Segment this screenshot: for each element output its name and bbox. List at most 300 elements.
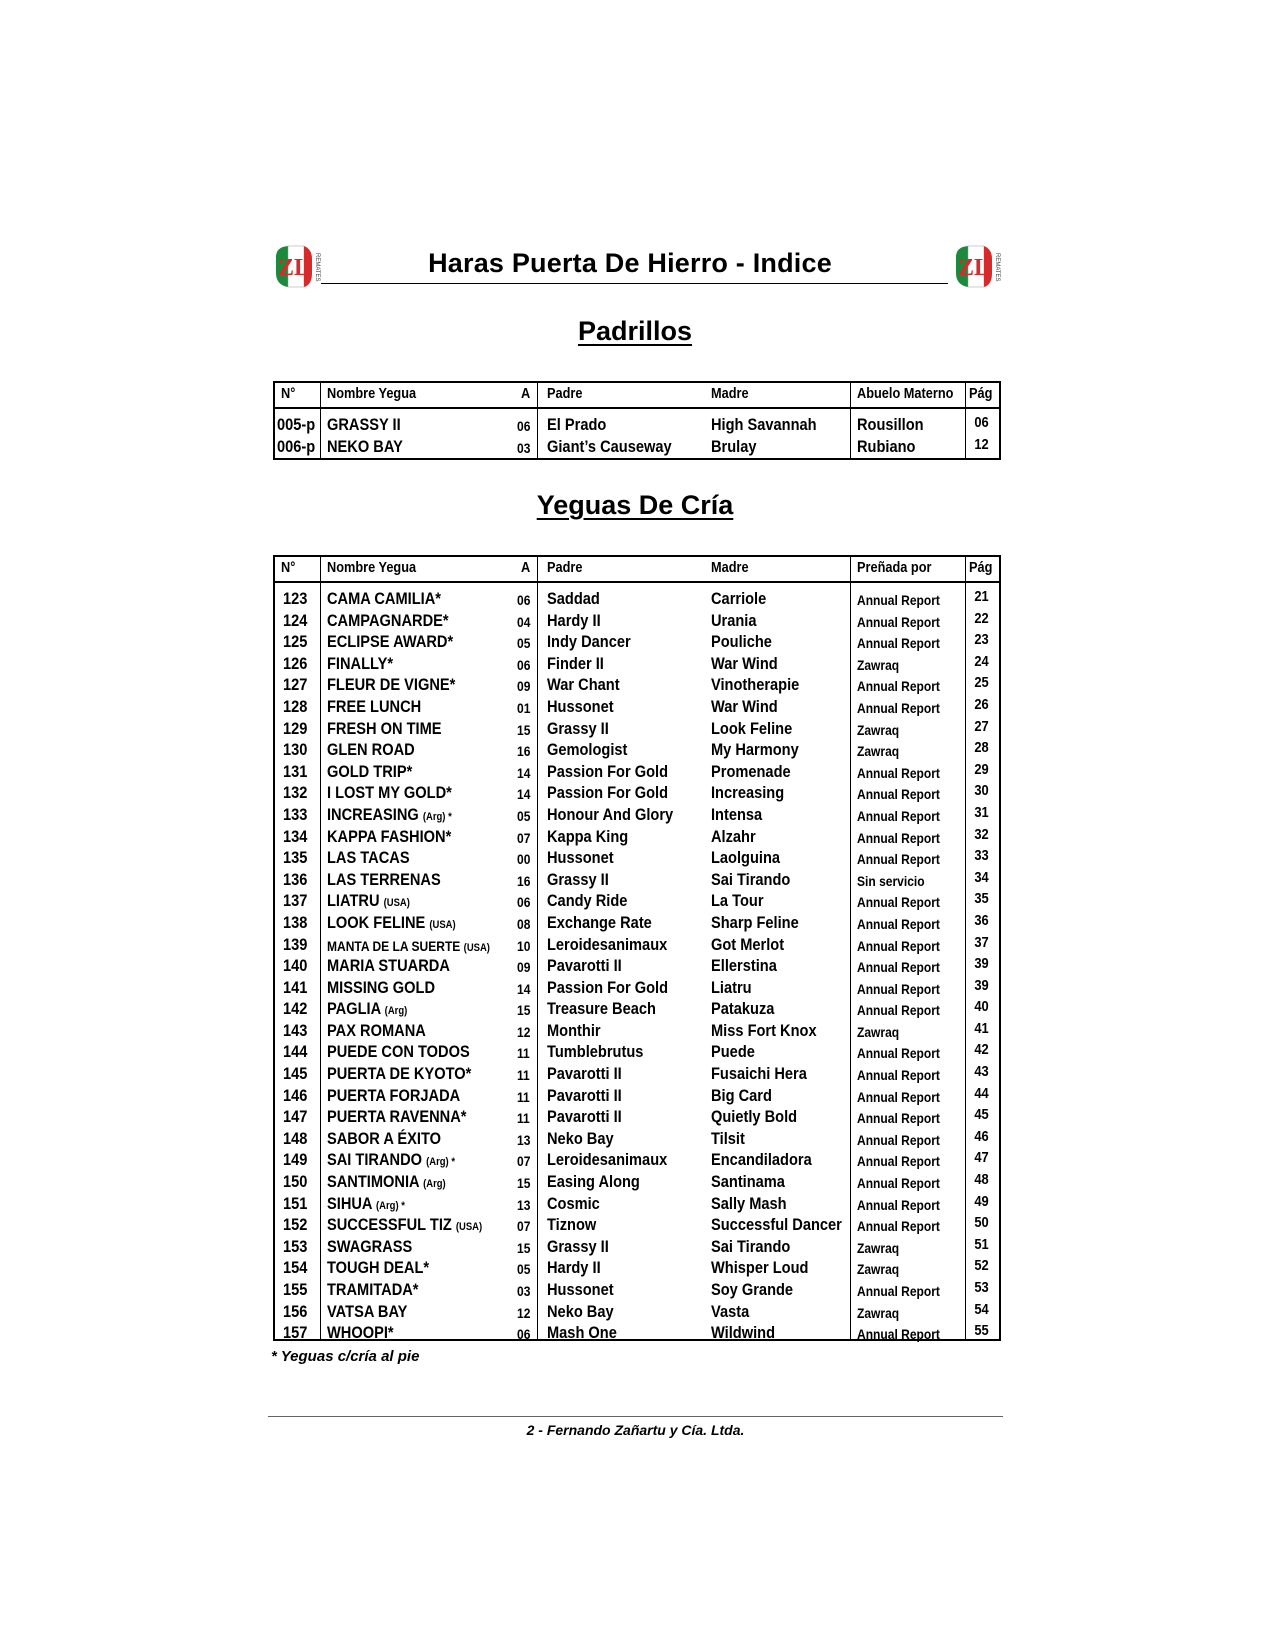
column-header: Padre [547, 386, 583, 402]
covered-by-cell: Annual Report [857, 937, 940, 954]
covered-by-cell: Zawraq [857, 1304, 900, 1321]
column-divider [850, 557, 851, 1339]
table-row [275, 1148, 999, 1170]
sire-cell: Easing Along [547, 1172, 640, 1192]
table-row [275, 630, 999, 652]
sire-cell: Honour And Glory [547, 804, 674, 824]
sire-cell: Hussonet [547, 1280, 614, 1299]
dam-cell: Puede [711, 1042, 755, 1062]
dam-cell: Increasing [711, 783, 785, 803]
column-header: Pág [969, 560, 993, 576]
table-row [275, 868, 999, 890]
column-divider [965, 383, 966, 458]
dam-cell: High Savannah [711, 415, 817, 434]
horse-name-text: PUEDE CON TODOS [327, 1042, 470, 1062]
horse-name [327, 891, 410, 911]
sire-cell: Indy Dancer [547, 632, 631, 652]
column-header: Nombre Yegua [327, 386, 417, 402]
horse-name-text: TOUGH DEAL* [327, 1258, 430, 1278]
year-cell: 16 [517, 872, 531, 889]
page-number: 37 [974, 933, 989, 951]
horse-name [327, 1302, 407, 1322]
covered-by-cell: Annual Report [857, 786, 940, 803]
page-number: 54 [974, 1300, 989, 1318]
horse-name-text: GOLD TRIP* [327, 761, 413, 781]
footer-rule [268, 1416, 1003, 1417]
table-row [275, 1256, 999, 1278]
page-number: 39 [974, 955, 989, 973]
page-number: 47 [974, 1149, 989, 1167]
year-cell: 11 [517, 1045, 530, 1062]
row-number: 006-p [277, 436, 316, 456]
dam-cell: Quietly Bold [711, 1107, 798, 1127]
page-number: 28 [974, 739, 989, 757]
page-number: 53 [974, 1279, 989, 1296]
page-number: 51 [974, 1235, 989, 1253]
page-number: 27 [974, 717, 989, 735]
year-cell: 09 [517, 959, 531, 976]
horse-name-text: PUERTA DE KYOTO* [327, 1064, 472, 1084]
table-row [275, 889, 999, 911]
sire-cell: Leroidesanimaux [547, 934, 668, 954]
covered-by-cell: Annual Report [857, 894, 940, 911]
horse-name-text: FREE LUNCH [327, 696, 422, 716]
horse-name-text: CAMA CAMILIA* [327, 589, 441, 608]
covered-by-cell: Annual Report [857, 1067, 940, 1084]
sire-cell: Grassy II [547, 1236, 609, 1256]
row-number: 130 [283, 740, 308, 760]
page-number: 29 [974, 760, 989, 778]
page-footer: 2 - Fernando Zañartu y Cía. Ltda. [526, 1422, 745, 1438]
covered-by-cell: Annual Report [857, 678, 940, 695]
horse-name [327, 1194, 405, 1214]
covered-by-cell: Annual Report [857, 959, 940, 976]
page-number: 48 [974, 1171, 989, 1189]
row-number: 127 [283, 675, 308, 695]
covered-by-cell: Annual Report [857, 829, 940, 846]
year-cell: 14 [517, 786, 531, 803]
horse-name [327, 719, 442, 739]
page-number: 06 [974, 414, 989, 431]
horse-name [327, 848, 410, 868]
horse-name [327, 978, 435, 998]
table-row [275, 954, 999, 976]
year-cell: 14 [517, 764, 531, 781]
header-rule [321, 283, 948, 284]
year-cell: 10 [517, 937, 531, 954]
year-cell: 11 [517, 1067, 530, 1084]
year-cell: 07 [517, 1218, 531, 1235]
table-row [275, 738, 999, 760]
page-number: 22 [974, 609, 989, 627]
horse-name-text: ECLIPSE AWARD* [327, 632, 454, 652]
covered-by-cell: Annual Report [857, 1175, 940, 1192]
year-cell: 05 [517, 807, 531, 824]
sire-cell: Passion For Gold [547, 977, 669, 997]
row-number: 155 [283, 1280, 308, 1299]
year-cell: 07 [517, 1153, 531, 1170]
sire-cell: Grassy II [547, 718, 609, 738]
horse-name [327, 589, 441, 609]
year-cell: 03 [517, 1283, 531, 1299]
padrillos-title: Padrillos [577, 316, 693, 346]
yeguas-title: Yeguas De Cría [536, 490, 734, 520]
yeguas-table [273, 555, 1001, 1341]
covered-by-cell: Annual Report [857, 1131, 940, 1148]
covered-by-cell: Zawraq [857, 721, 900, 738]
year-cell: 06 [517, 418, 531, 434]
dam-cell: Carriole [711, 589, 767, 608]
column-header: A [521, 386, 531, 402]
sire-cell: Tiznow [547, 1215, 597, 1235]
sire-cell: Finder II [547, 653, 604, 673]
dam-cell: Sharp Feline [711, 912, 799, 932]
dam-cell: Got Merlot [711, 934, 785, 954]
covered-by-cell: Annual Report [857, 764, 940, 781]
page-number: 52 [974, 1257, 989, 1275]
table-row [275, 673, 999, 695]
table-row [275, 1192, 999, 1214]
dam-cell: Look Feline [711, 718, 793, 738]
row-number: 142 [283, 999, 308, 1019]
table-row [275, 1040, 999, 1062]
table-row [275, 911, 999, 933]
sire-cell: Kappa King [547, 826, 629, 846]
origin-suffix: (Arg) * [376, 1199, 405, 1212]
table-row [275, 1127, 999, 1149]
table-row [275, 846, 999, 868]
sire-cell: Neko Bay [547, 1301, 614, 1321]
dam-cell: Alzahr [711, 826, 756, 846]
page-number: 43 [974, 1063, 989, 1081]
origin-suffix: (USA) [429, 918, 456, 931]
column-header: Preñada por [857, 560, 932, 576]
table-row [275, 1084, 999, 1106]
covered-by-cell: Zawraq [857, 1239, 900, 1256]
horse-name [327, 1172, 446, 1192]
table-row [275, 609, 999, 631]
sire-cell: Exchange Rate [547, 912, 652, 932]
year-cell: 12 [517, 1304, 531, 1321]
table-row [275, 435, 999, 457]
row-number: 139 [283, 934, 308, 954]
covered-by-cell: Annual Report [857, 915, 940, 932]
horse-name [327, 654, 393, 674]
dam-cell: Tilsit [711, 1128, 745, 1148]
dam-cell: Patakuza [711, 999, 775, 1019]
sire-cell: Hardy II [547, 1258, 601, 1278]
origin-suffix: (USA) [463, 941, 490, 954]
year-cell: 08 [517, 915, 531, 932]
covered-by-cell: Annual Report [857, 1153, 940, 1170]
horse-name-text: MISSING GOLD [327, 977, 436, 997]
horse-name-text: GLEN ROAD [327, 740, 415, 760]
column-header: Pág [969, 386, 993, 402]
logo-letters: ZL [277, 255, 311, 281]
row-number: 124 [283, 610, 308, 630]
horse-name [327, 999, 407, 1019]
horse-name [327, 783, 452, 803]
table-row [275, 717, 999, 739]
sire-cell: Mash One [547, 1323, 617, 1343]
page-number: 34 [974, 868, 989, 886]
horse-name-text: CAMPAGNARDE* [327, 610, 449, 630]
table-row [275, 695, 999, 717]
dam-cell: Fusaichi Hera [711, 1064, 807, 1084]
sire-cell: Pavarotti II [547, 956, 622, 976]
horse-name-text: PAX ROMANA [327, 1020, 426, 1040]
dam-cell: Brulay [711, 436, 757, 456]
page-number: 44 [974, 1084, 989, 1102]
page-number: 42 [974, 1041, 989, 1059]
horse-name-text: LIATRU [327, 891, 380, 911]
table-row [275, 1105, 999, 1127]
page-number: 41 [974, 1019, 989, 1037]
row-number: 157 [283, 1323, 308, 1343]
table-row [275, 1170, 999, 1192]
row-number: 150 [283, 1172, 308, 1192]
horse-name [327, 1064, 471, 1084]
dam-cell: Promenade [711, 761, 791, 781]
page-number: 45 [974, 1106, 989, 1124]
dam-cell: Miss Fort Knox [711, 1020, 817, 1040]
page-number: 30 [974, 782, 989, 800]
row-number: 153 [283, 1236, 308, 1256]
dam-cell: Wildwind [711, 1323, 776, 1343]
horse-name-text: TRAMITADA* [327, 1280, 419, 1299]
row-number: 154 [283, 1258, 308, 1278]
horse-name [327, 1215, 482, 1235]
table-row [275, 1235, 999, 1257]
row-number: 136 [283, 869, 308, 889]
page-number: 49 [974, 1192, 989, 1210]
origin-suffix: (Arg) [423, 1178, 446, 1191]
row-number: 156 [283, 1301, 308, 1321]
covered-by-cell: Annual Report [857, 1283, 940, 1299]
horse-name-text: GRASSY II [327, 415, 401, 434]
table-row [275, 781, 999, 803]
dam-cell: War Wind [711, 653, 778, 673]
page-number: 46 [974, 1127, 989, 1145]
page-title: Haras Puerta De Hierro - Indice [428, 248, 832, 278]
horse-name-text: FLEUR DE VIGNE* [327, 675, 456, 695]
row-number: 151 [283, 1193, 308, 1213]
row-number: 131 [283, 761, 308, 781]
table-row [275, 413, 999, 435]
column-divider [537, 557, 538, 1339]
horse-name [327, 1042, 470, 1062]
covered-by-cell: Annual Report [857, 592, 940, 608]
covered-by-cell: Zawraq [857, 1023, 900, 1040]
sire-cell: Pavarotti II [547, 1085, 622, 1105]
row-number: 141 [283, 977, 308, 997]
horse-name-text: LOOK FELINE [327, 912, 426, 932]
row-number: 144 [283, 1042, 308, 1062]
table-header [275, 557, 999, 583]
year-cell: 06 [517, 1326, 531, 1343]
table-row [275, 652, 999, 674]
covered-by-cell: Zawraq [857, 1261, 900, 1278]
row-number: 128 [283, 696, 308, 716]
year-cell: 06 [517, 592, 531, 608]
covered-by-cell: Annual Report [857, 1088, 940, 1105]
row-number: 147 [283, 1107, 308, 1127]
year-cell: 11 [517, 1110, 530, 1127]
sire-cell: Candy Ride [547, 891, 628, 911]
year-cell: 16 [517, 743, 531, 760]
horse-name [327, 1323, 394, 1343]
covered-by-cell: Annual Report [857, 1110, 940, 1127]
maternal-grandsire-cell: Rubiano [857, 436, 916, 456]
year-cell: 00 [517, 851, 531, 868]
row-number: 123 [283, 589, 308, 608]
sire-cell: Leroidesanimaux [547, 1150, 668, 1170]
table-row [275, 1019, 999, 1041]
horse-name-text: MARIA STUARDA [327, 956, 450, 976]
horse-name-text: SUCCESSFUL TIZ [327, 1215, 452, 1235]
horse-name-text: SWAGRASS [327, 1236, 413, 1256]
covered-by-cell: Annual Report [857, 635, 940, 652]
covered-by-cell: Zawraq [857, 743, 900, 760]
horse-name [327, 827, 451, 847]
page-number: 55 [974, 1322, 989, 1340]
covered-by-cell: Annual Report [857, 1326, 940, 1343]
covered-by-cell: Annual Report [857, 980, 940, 997]
dam-cell: Ellerstina [711, 956, 777, 976]
dam-cell: Sai Tirando [711, 1236, 791, 1256]
table-body [275, 409, 999, 456]
page-number: 39 [974, 976, 989, 994]
table-body [275, 583, 999, 1343]
table-row [275, 933, 999, 955]
page-number: 23 [974, 631, 989, 649]
footnote: * Yeguas c/cría al pie [271, 1348, 420, 1365]
covered-by-cell: Annual Report [857, 1196, 940, 1213]
sire-cell: Saddad [547, 589, 600, 608]
logo-side-text: REMATES [314, 253, 320, 282]
maternal-grandsire-cell: Rousillon [857, 415, 924, 434]
table-row [275, 1278, 999, 1300]
column-header: N° [281, 560, 296, 576]
row-number: 152 [283, 1215, 308, 1235]
horse-name-text: SANTIMONIA [327, 1172, 420, 1192]
horse-name [327, 913, 456, 933]
table-row [275, 1321, 999, 1343]
origin-suffix: (USA) [383, 897, 410, 910]
sire-cell: Monthir [547, 1020, 601, 1040]
sire-cell: Treasure Beach [547, 999, 656, 1019]
horse-name-text: LAS TACAS [327, 848, 410, 868]
row-number: 149 [283, 1150, 308, 1170]
horse-name-text: FINALLY* [327, 653, 394, 673]
year-cell: 12 [517, 1023, 531, 1040]
horse-name [327, 1086, 460, 1106]
dam-cell: Intensa [711, 804, 763, 824]
logo-letters: ZL [957, 255, 991, 281]
sire-cell: Hardy II [547, 610, 601, 630]
dam-cell: Sally Mash [711, 1193, 787, 1213]
page-number: 32 [974, 825, 989, 843]
dam-cell: La Tour [711, 891, 764, 911]
dam-cell: Liatru [711, 977, 752, 997]
column-header: N° [281, 386, 296, 402]
row-number: 126 [283, 653, 308, 673]
page-number: 21 [974, 588, 989, 605]
year-cell: 15 [517, 1239, 531, 1256]
year-cell: 15 [517, 1175, 531, 1192]
horse-name [327, 740, 415, 760]
covered-by-cell: Annual Report [857, 1045, 940, 1062]
horse-name [327, 805, 452, 825]
sire-cell: Neko Bay [547, 1128, 614, 1148]
column-divider [320, 383, 321, 458]
dam-cell: Successful Dancer [711, 1215, 842, 1235]
column-divider [320, 557, 321, 1339]
row-number: 005-p [277, 415, 316, 434]
table-row [275, 1062, 999, 1084]
row-number: 134 [283, 826, 308, 846]
sire-cell: Hussonet [547, 696, 614, 716]
sire-cell: Passion For Gold [547, 783, 669, 803]
horse-name-text: I LOST MY GOLD* [327, 783, 452, 803]
table-row [275, 825, 999, 847]
row-number: 129 [283, 718, 308, 738]
row-number: 132 [283, 783, 308, 803]
row-number: 146 [283, 1085, 308, 1105]
sire-cell: Pavarotti II [547, 1064, 622, 1084]
column-divider [850, 383, 851, 458]
column-header: Padre [547, 560, 583, 576]
year-cell: 05 [517, 1261, 531, 1278]
sire-cell: Cosmic [547, 1193, 600, 1213]
dam-cell: Laolguina [711, 848, 781, 868]
horse-name-text: FRESH ON TIME [327, 718, 442, 738]
page-number: 40 [974, 998, 989, 1016]
horse-name [327, 415, 401, 435]
horse-name-text: PUERTA FORJADA [327, 1085, 461, 1105]
origin-suffix: (Arg) * [422, 810, 452, 823]
covered-by-cell: Annual Report [857, 807, 940, 824]
column-header: Nombre Yegua [327, 560, 417, 576]
horse-name [327, 1237, 412, 1257]
year-cell: 07 [517, 829, 531, 846]
covered-by-cell: Annual Report [857, 613, 940, 630]
horse-name-text: SIHUA [327, 1193, 372, 1213]
horse-name [327, 611, 449, 631]
column-header: A [521, 560, 531, 576]
dam-cell: Encandiladora [711, 1150, 812, 1170]
year-cell: 15 [517, 721, 531, 738]
horse-name-text: VATSA BAY [327, 1301, 408, 1321]
horse-name [327, 697, 421, 717]
horse-name [327, 870, 441, 890]
table-row [275, 997, 999, 1019]
covered-by-cell: Zawraq [857, 656, 900, 673]
dam-cell: Santinama [711, 1172, 785, 1192]
horse-name-text: KAPPA FASHION* [327, 826, 452, 846]
table-row [275, 1300, 999, 1322]
page-number: 24 [974, 652, 989, 670]
row-number: 148 [283, 1128, 308, 1148]
horse-name [327, 1258, 429, 1278]
year-cell: 09 [517, 678, 531, 695]
year-cell: 04 [517, 613, 531, 630]
horse-name-text: LAS TERRENAS [327, 869, 441, 889]
dam-cell: Urania [711, 610, 757, 630]
horse-name [327, 1280, 419, 1300]
table-row [275, 1213, 999, 1235]
horse-name-text: SAI TIRANDO [327, 1150, 423, 1170]
